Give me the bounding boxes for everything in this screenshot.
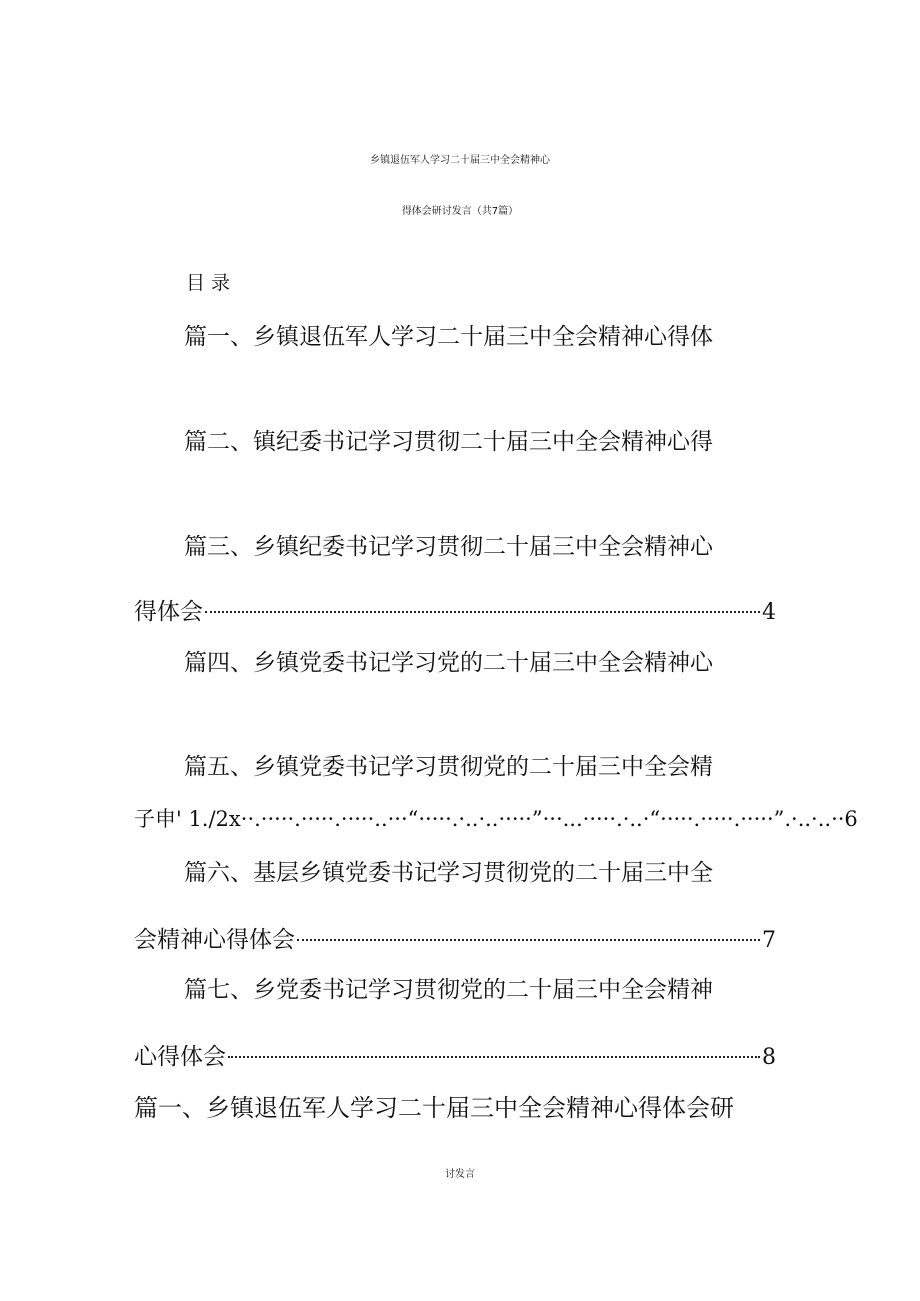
toc-entry-7-leader-row bbox=[134, 1034, 776, 1073]
toc-entry-5-garbled-continuation: 子申' 1./2x··.·····.·····.·····..···“·····.·..·..·····”···...·····.·..·“·····.·····.·····”.·..·..··6 bbox=[134, 807, 858, 831]
section-heading-line-2: 讨发言 bbox=[445, 1169, 475, 1180]
toc-entry-1: 篇一、乡镇退伍军人学习二十届三中全会精神心得体 bbox=[184, 324, 713, 350]
toc-entry-5: 篇五、乡镇党委书记学习贯彻党的二十届三中全会精 bbox=[184, 754, 713, 780]
toc-entry-6-continuation: 会精神心得体会 bbox=[134, 927, 295, 953]
toc-entry-6-page: 7 bbox=[762, 928, 776, 953]
toc-entry-3-continuation: 得体会 bbox=[134, 599, 203, 625]
toc-entry-7: 篇七、乡党委书记学习贯彻党的二十届三中全会精神 bbox=[184, 977, 713, 1003]
toc-entry-3: 篇三、乡镇纪委书记学习贯彻二十届三中全会精神心 bbox=[184, 534, 713, 560]
toc-entry-2: 篇二、镇纪委书记学习贯彻二十届三中全会精神心得 bbox=[184, 429, 713, 455]
section-heading-line-1: 篇一、乡镇退伍军人学习二十届三中全会精神心得体会研 bbox=[134, 1094, 734, 1122]
dot-leader bbox=[228, 1034, 760, 1064]
toc-entry-4: 篇四、乡镇党委书记学习党的二十届三中全会精神心 bbox=[184, 650, 713, 676]
toc-entry-3-page: 4 bbox=[762, 600, 776, 625]
document-title-line-1: 乡镇退伍军人学习二十届三中全会精神心 bbox=[370, 155, 550, 166]
toc-entry-7-page: 8 bbox=[762, 1045, 776, 1070]
toc-entry-6-leader-row bbox=[134, 917, 776, 956]
toc-entry-6: 篇六、基层乡镇党委书记学习贯彻党的二十届三中全 bbox=[184, 860, 713, 886]
toc-entry-3-leader-row bbox=[134, 589, 776, 628]
dot-leader bbox=[297, 917, 760, 947]
dot-leader bbox=[205, 589, 760, 619]
document-title-line-2: 得体会研讨发言（共7篇） bbox=[401, 206, 519, 217]
toc-label: 目录 bbox=[186, 272, 237, 294]
toc-entry-7-continuation: 心得体会 bbox=[134, 1044, 226, 1070]
